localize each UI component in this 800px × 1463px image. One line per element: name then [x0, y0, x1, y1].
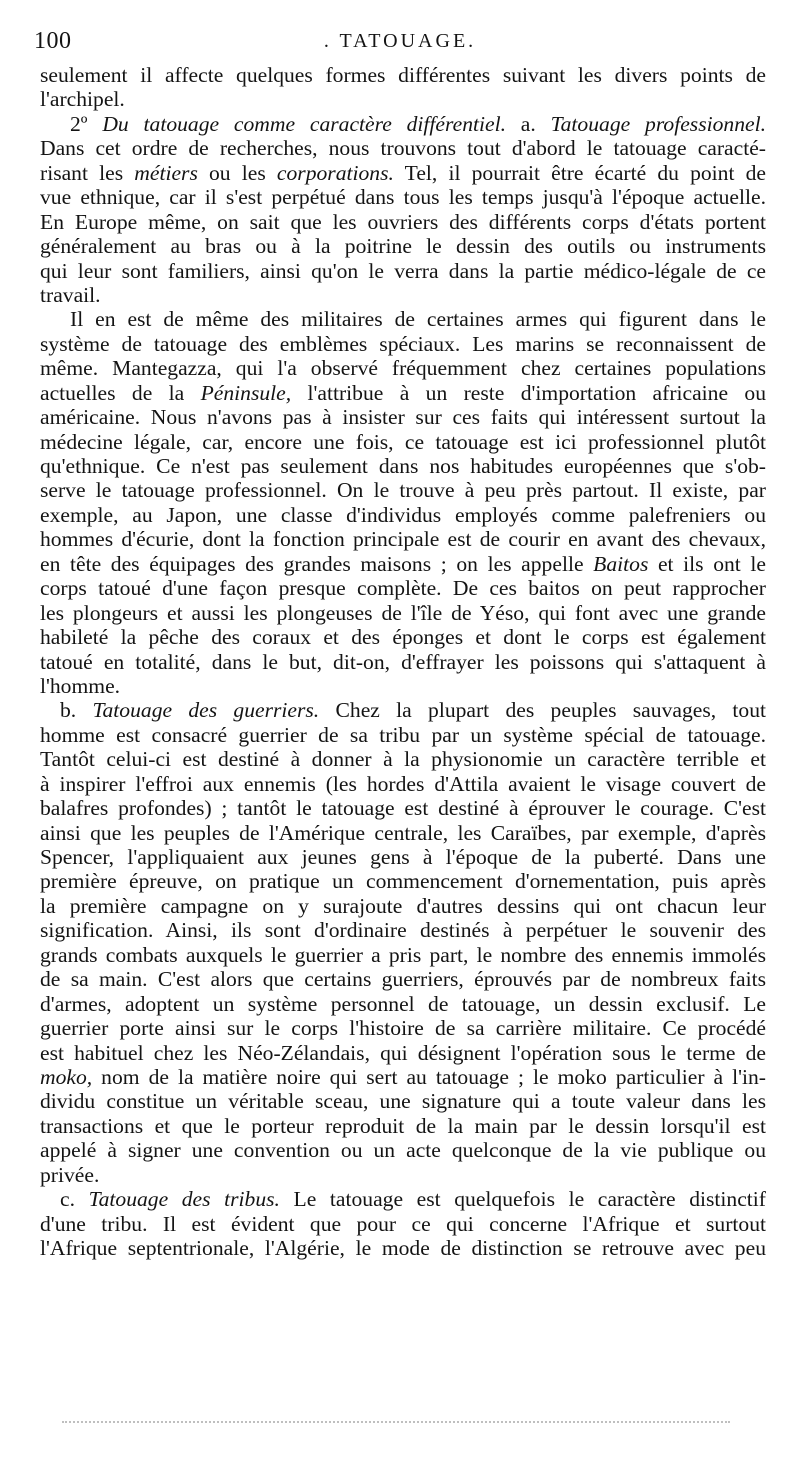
- text-line: [40, 552, 766, 576]
- text-line: [40, 161, 766, 185]
- text-line: médecine légale, car, encore une fois, ce tatouage est ici professionnel plutôt: [40, 429, 766, 454]
- page-number: 100: [34, 28, 72, 54]
- text-segment: 2º: [70, 111, 103, 136]
- text-line: serve le tatouage professionnel. On le trouve à peu près partout. Il existe, par: [40, 478, 766, 503]
- text-line: transactions et que le porteur reproduit de la main par le dessin lorsqu'il est: [40, 1113, 766, 1138]
- text-line: [40, 381, 766, 405]
- text-line: hommes d'écurie, dont la fonction principale est de courir en avant des chevaux,: [40, 527, 766, 552]
- italic-text: Tatouage des tribus.: [88, 1187, 280, 1212]
- text-line: vue ethnique, car il s'est perpétué dans tous les temps jusqu'à l'époque actuelle.: [40, 185, 766, 210]
- text-line: ainsi que les peuples de l'Amérique centrale, les Caraïbes, par exemple, d'après: [40, 820, 766, 845]
- text-line: appelé à signer une convention ou un acte quelconque de la vie publique ou: [40, 1138, 766, 1163]
- text-line: En Europe même, on sait que les ouvriers des différents corps d'états portent: [40, 209, 766, 234]
- text-line: généralement au bras ou à la poitrine le dessin des outils ou instruments: [40, 234, 766, 259]
- text-line: corps tatoué d'une façon presque complète. De ces baitos on peut rapprocher: [40, 576, 766, 601]
- italic-text: Tatouage des guerriers.: [92, 698, 320, 723]
- text-segment: risant les: [40, 160, 135, 185]
- text-line: balafres profondes) ; tantôt le tatouage est destiné à éprouver le courage. C'est: [40, 796, 766, 821]
- text-line: privée.: [40, 1162, 100, 1187]
- text-line: [40, 112, 766, 136]
- text-line: exemple, au Japon, une classe d'individus employés comme palefreniers ou: [40, 502, 766, 527]
- text-line: [40, 698, 766, 722]
- text-segment: actuelles de la: [40, 380, 201, 405]
- text-segment: b.: [60, 698, 93, 723]
- text-segment: a.: [505, 111, 551, 136]
- text-line: l'Afrique septentrionale, l'Algérie, le mode de distinction se retrouve avec peu: [40, 1236, 766, 1260]
- text-line: système de tatouage des emblèmes spéciaux. Les marins se reconnaissent de: [40, 331, 766, 356]
- text-line: guerrier porte ainsi sur le corps l'histoire de sa carrière militaire. Ce procédé: [40, 1016, 766, 1041]
- italic-text: Péninsule,: [200, 380, 292, 405]
- text-segment: c.: [60, 1187, 89, 1212]
- text-segment: Chez la plupart des peuples sauvages, tout: [319, 698, 767, 723]
- text-segment: et ils ont le: [648, 551, 766, 576]
- running-title: . TATOUAGE.: [323, 30, 477, 52]
- text-line: Il en est de même des militaires de certaines armes qui figurent dans le: [70, 307, 766, 332]
- footer-dotted-rule: [62, 1421, 730, 1423]
- page-header: [0, 28, 800, 58]
- text-line: même. Mantegazza, qui l'a observé fréquemment chez certaines populations: [40, 356, 766, 381]
- text-line: d'une tribu. Il est évident que pour ce qui concerne l'Afrique et surtout: [40, 1211, 766, 1236]
- italic-text: Du tatouage comme caractère différentiel.: [102, 111, 506, 136]
- text-line: tatoué en totalité, dans le but, dit-on, d'effrayer les poissons qui s'attaquent à: [40, 649, 766, 674]
- text-segment: en tête des équipages des grandes maisons ; on les appelle: [40, 551, 594, 576]
- text-segment: nom de la matière noire qui sert au tatouage ; le moko particulier à l'in-: [92, 1064, 766, 1089]
- text-line: Tantôt celui-ci est destiné à donner à la physionomie un caractère terrible et: [40, 747, 766, 772]
- text-segment: Tel, il pourrait être écarté du point de: [393, 160, 766, 185]
- text-line: signification. Ainsi, ils sont d'ordinaire destinés à perpétuer le souvenir des: [40, 918, 766, 943]
- italic-text: métiers: [134, 160, 198, 185]
- text-line: habileté la pêche des coraux et des éponges et dont le corps est également: [40, 625, 766, 650]
- text-line: l'homme.: [40, 673, 121, 698]
- text-line: la première campagne on y surajoute d'autres dessins qui ont chacun leur: [40, 893, 766, 918]
- text-line: est habituel chez les Néo-Zélandais, qui désignent l'opération sous le terme de: [40, 1040, 766, 1065]
- text-line: Dans cet ordre de recherches, nous trouvons tout d'abord le tatouage caracté-: [40, 136, 766, 161]
- text-line: première épreuve, on pratique un commencement d'ornementation, puis après: [40, 869, 766, 894]
- text-segment: l'attribue à un reste d'importation africaine ou: [291, 380, 767, 405]
- text-line: homme est consacré guerrier de sa tribu par un système spécial de tatouage.: [40, 722, 766, 747]
- text-segment: ou les: [197, 160, 277, 185]
- text-segment: Le tatouage est quelquefois le caractère distinctif: [279, 1187, 766, 1212]
- italic-text: Baitos: [593, 551, 649, 576]
- text-line: travail.: [40, 282, 101, 307]
- text-line: qu'ethnique. Ce n'est pas seulement dans nos habitudes européennes que s'ob-: [40, 454, 766, 478]
- text-line: qui leur sont familiers, ainsi qu'on le verra dans la partie médico-légale de ce: [40, 258, 766, 283]
- text-line: Spencer, l'appliquaient aux jeunes gens à l'époque de la puberté. Dans une: [40, 845, 766, 869]
- text-line: l'archipel.: [40, 87, 125, 112]
- text-line: à inspirer l'effroi aux ennemis (les hordes d'Attila avaient le visage couvert de: [40, 771, 766, 796]
- text-line: de sa main. C'est alors que certains guerriers, éprouvés par de nombreux faits: [40, 967, 766, 992]
- text-line: grands combats auxquels le guerrier a pris part, le nombre des ennemis immolés: [40, 942, 766, 967]
- text-line: d'armes, adoptent un système personnel de tatouage, un dessin exclusif. Le: [40, 991, 766, 1016]
- text-line: américaine. Nous n'avons pas à insister sur ces faits qui intéressent surtout la: [40, 405, 766, 430]
- text-line: les plongeurs et aussi les plongeuses de l'île de Yéso, qui font avec une grande: [40, 600, 766, 625]
- italic-text: moko,: [40, 1064, 93, 1089]
- body-text: [40, 63, 766, 1260]
- italic-text: corporations.: [276, 160, 394, 185]
- text-line: [40, 1065, 766, 1089]
- italic-text: Tatouage professionnel.: [550, 111, 766, 136]
- text-line: seulement il affecte quelques formes différentes suivant les divers points de: [40, 63, 766, 87]
- text-line: dividu constitue un véritable sceau, une signature qui a toute valeur dans les: [40, 1089, 766, 1114]
- text-line: [40, 1187, 766, 1211]
